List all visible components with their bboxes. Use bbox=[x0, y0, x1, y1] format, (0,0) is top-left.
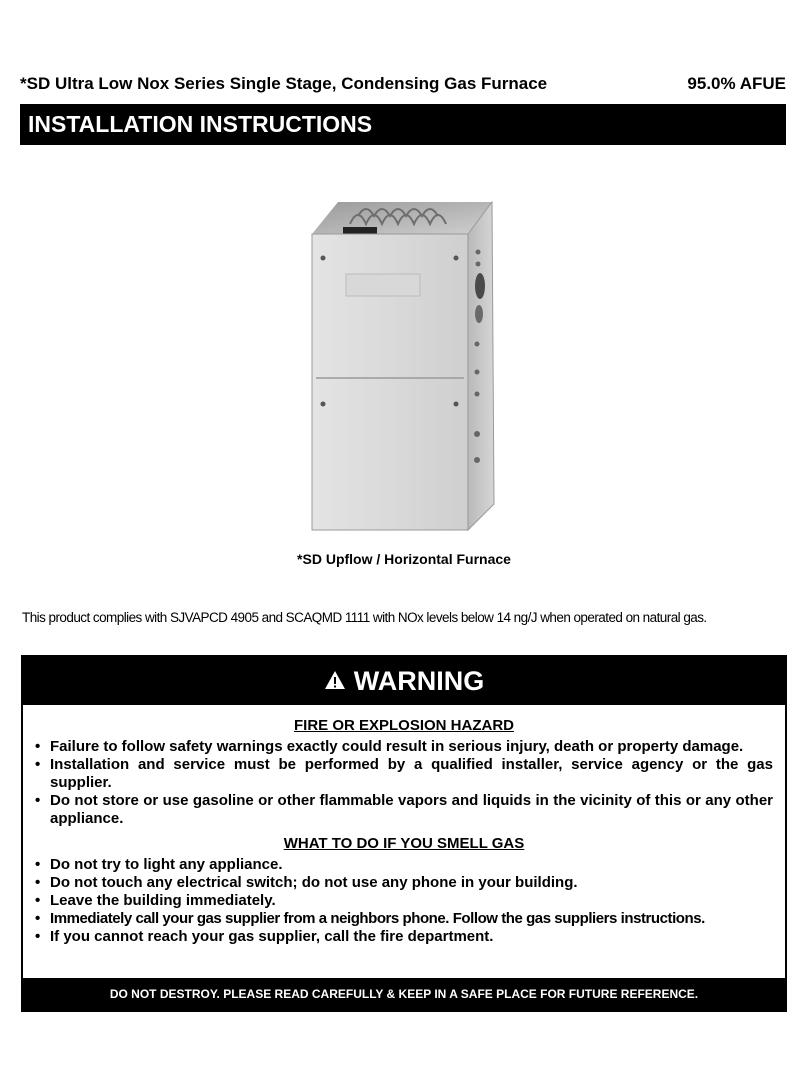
compliance-note: This product complies with SJVAPCD 4905 and SCAQMD 1111 with NOx levels below 14 ng/J when operated on natural gas. bbox=[22, 610, 707, 625]
smell-gas-list bbox=[35, 856, 773, 946]
warning-header bbox=[23, 657, 785, 705]
list-item: • Immediately call your gas supplier from a neighbors phone. Follow the gas suppliers instructions. bbox=[35, 910, 773, 928]
afue-rating: 95.0% AFUE bbox=[687, 74, 786, 93]
document-header bbox=[20, 74, 786, 98]
list-item: • Installation and service must be performed by a qualified installer, service agency or the gas supplier. bbox=[35, 756, 773, 792]
list-item: • Do not store or use gasoline or other flammable vapors and liquids in the vicinity of this or any other appliance. bbox=[35, 792, 773, 828]
installation-instructions-banner: INSTALLATION INSTRUCTIONS bbox=[20, 104, 786, 145]
figure-caption: *SD Upflow / Horizontal Furnace bbox=[297, 551, 511, 567]
list-item: • If you cannot reach your gas supplier, call the fire department. bbox=[35, 928, 773, 946]
list-item: • Leave the building immediately. bbox=[35, 892, 773, 910]
warning-title: WARNING bbox=[353, 665, 485, 696]
hazard-list bbox=[35, 738, 773, 828]
list-item: • Do not try to light any appliance. bbox=[35, 856, 773, 874]
list-item: • Do not touch any electrical switch; do not use any phone in your building. bbox=[35, 874, 773, 892]
smell-gas-title: WHAT TO DO IF YOU SMELL GAS bbox=[283, 835, 525, 852]
series-title: *SD Ultra Low Nox Series Single Stage, Condensing Gas Furnace bbox=[20, 74, 548, 93]
warning-box bbox=[21, 655, 787, 1012]
warning-triangle-icon bbox=[324, 670, 346, 690]
furnace-image bbox=[268, 194, 538, 546]
fire-hazard-title: FIRE OR EXPLOSION HAZARD bbox=[293, 717, 514, 734]
list-item: • Failure to follow safety warnings exactly could result in serious injury, death or property damage. bbox=[35, 738, 773, 756]
warning-footer: DO NOT DESTROY. PLEASE READ CAREFULLY & KEEP IN A SAFE PLACE FOR FUTURE REFERENCE. bbox=[23, 978, 785, 1010]
